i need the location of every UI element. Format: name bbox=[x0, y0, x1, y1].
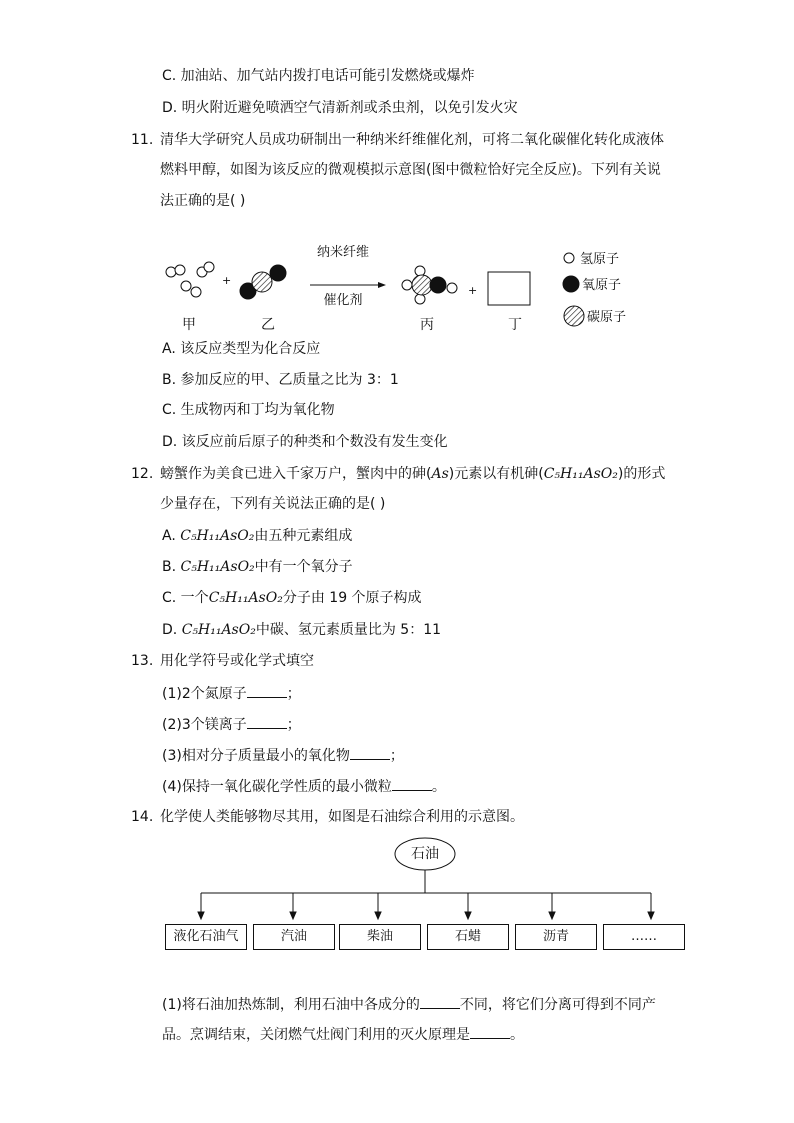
product-box: …… bbox=[603, 924, 685, 950]
product-box: 液化石油气 bbox=[165, 924, 247, 950]
question-number: 14. bbox=[131, 809, 154, 825]
product-box: 石蜡 bbox=[427, 924, 509, 950]
legend-label: 氧原子 bbox=[582, 278, 622, 293]
label-yi: 乙 bbox=[261, 317, 275, 333]
option-c: C. 生成物丙和丁均为氧化物 bbox=[162, 402, 335, 418]
answer-blank[interactable] bbox=[350, 745, 390, 760]
question-text: 化学使人类能够物尽其用，如图是石油综合利用的示意图。 bbox=[160, 809, 524, 825]
option-d: D. 该反应前后原子的种类和个数没有发生变化 bbox=[162, 434, 448, 450]
legend-label: 氢原子 bbox=[580, 252, 620, 267]
answer-blank[interactable] bbox=[420, 994, 460, 1009]
sub-question: (1)2个氮原子 ； bbox=[162, 683, 301, 704]
label-ding: 丁 bbox=[508, 317, 522, 333]
option-b: B. C₅H₁₁AsO₂中有一个氧分子 bbox=[162, 559, 353, 575]
option-b: B. 参加反应的甲、乙质量之比为 3：1 bbox=[162, 372, 399, 388]
option-c: C. 加油站、加气站内拨打电话可能引发燃烧或爆炸 bbox=[162, 68, 475, 84]
question-text: 法正确的是( ) bbox=[160, 193, 246, 209]
question-text: 螃蟹作为美食已进入千家万户，蟹肉中的砷(As)元素以有机砷(C₅H₁₁AsO₂)的形式 bbox=[160, 466, 666, 482]
formula: C₅H₁₁AsO₂ bbox=[543, 466, 618, 482]
arrow-label-bottom: 催化剂 bbox=[323, 293, 363, 308]
option-a: A. C₅H₁₁AsO₂由五种元素组成 bbox=[162, 528, 353, 544]
sub-question: (4)保持一氧化碳化学性质的最小微粒 。 bbox=[162, 776, 446, 797]
product-box: 柴油 bbox=[339, 924, 421, 950]
methanol-molecule bbox=[402, 266, 457, 304]
carbon-dioxide-molecule bbox=[240, 265, 286, 299]
answer-blank[interactable] bbox=[392, 776, 432, 791]
option-a: A. 该反应类型为化合反应 bbox=[162, 341, 321, 357]
hydrogen-legend-icon bbox=[564, 253, 574, 263]
formula: C₅H₁₁AsO₂ bbox=[181, 622, 256, 638]
sub-question: 品。烹调结束，关闭燃气灶阀门利用的灭火原理是 。 bbox=[162, 1024, 524, 1045]
option-c: C. 一个C₅H₁₁AsO₂分子由 19 个原子构成 bbox=[162, 590, 422, 606]
question-text: 燃料甲醇，如图为该反应的微观模拟示意图(图中微粒恰好完全反应)。下列有关说 bbox=[160, 162, 661, 178]
option-d: D. 明火附近避免喷洒空气清新剂或杀虫剂，以免引发火灾 bbox=[162, 100, 518, 116]
answer-blank[interactable] bbox=[247, 714, 287, 729]
question-number: 11. bbox=[131, 132, 154, 148]
label-jia: 甲 bbox=[182, 317, 196, 333]
formula: C₅H₁₁AsO₂ bbox=[180, 559, 255, 575]
plus-sign: + bbox=[468, 284, 478, 297]
answer-blank[interactable] bbox=[247, 683, 287, 698]
oxygen-legend-icon bbox=[563, 276, 579, 292]
sub-question: (2)3个镁离子 ； bbox=[162, 714, 301, 735]
question-number: 13. bbox=[131, 653, 154, 669]
empty-box bbox=[488, 272, 530, 305]
hydrogen-molecules bbox=[166, 262, 214, 297]
reaction-diagram bbox=[150, 238, 670, 338]
root-label: 石油 bbox=[411, 846, 439, 862]
arrow-label-top: 纳米纤维 bbox=[316, 245, 370, 260]
question-text: 用化学符号或化学式填空 bbox=[160, 653, 314, 669]
sub-question: (3)相对分子质量最小的氧化物 ； bbox=[162, 745, 404, 766]
label-bing: 丙 bbox=[420, 317, 434, 333]
plus-sign: + bbox=[222, 274, 232, 287]
question-text: 少量存在，下列有关说法正确的是( ) bbox=[160, 496, 386, 512]
carbon-legend-icon bbox=[564, 306, 584, 326]
branch-arrows bbox=[198, 893, 654, 919]
sub-question: (1)将石油加热炼制，利用石油中各成分的 不同，将它们分离可得到不同产 bbox=[162, 994, 656, 1015]
question-text: 清华大学研究人员成功研制出一种纳米纤维催化剂，可将二氧化碳催化转化成液体 bbox=[160, 132, 664, 148]
product-box: 汽油 bbox=[253, 924, 335, 950]
formula: C₅H₁₁AsO₂ bbox=[208, 590, 283, 606]
legend-label: 碳原子 bbox=[587, 310, 627, 325]
product-box: 沥青 bbox=[515, 924, 597, 950]
formula: C₅H₁₁AsO₂ bbox=[180, 528, 255, 544]
option-d: D. C₅H₁₁AsO₂中碳、氢元素质量比为 5：11 bbox=[162, 622, 442, 638]
question-number: 12. bbox=[131, 466, 154, 482]
answer-blank[interactable] bbox=[470, 1024, 510, 1039]
